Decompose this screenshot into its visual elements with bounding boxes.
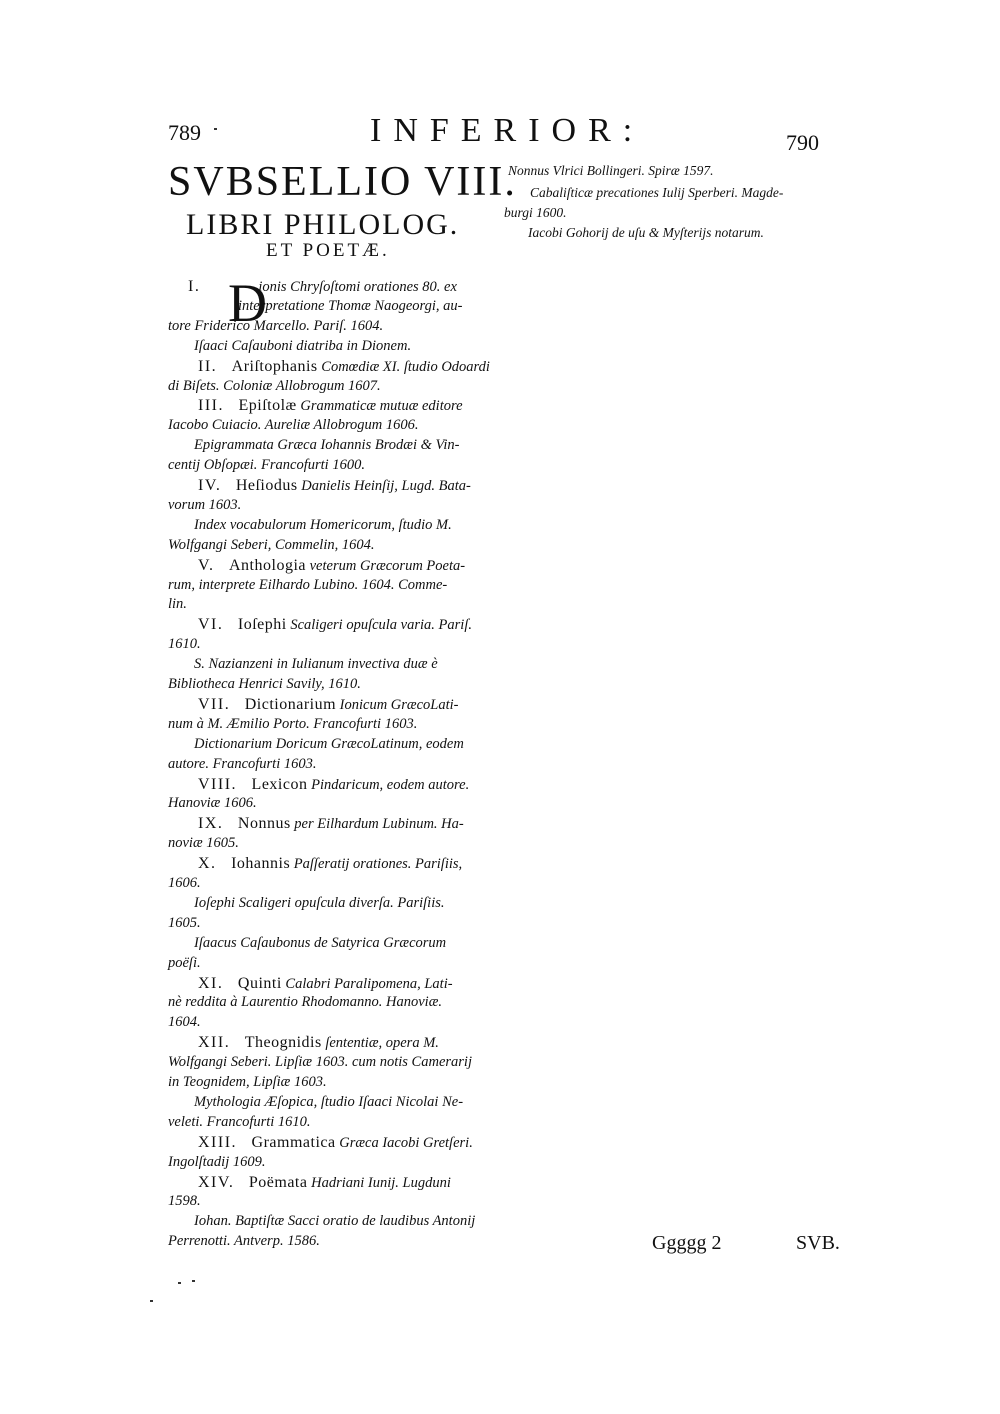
print-speck [150, 1300, 153, 1302]
entry-author: Epiſtolæ [238, 397, 297, 415]
entry-text: Iacobo Cuiacio. Aureliæ Allobrogum 1606. [168, 417, 419, 434]
entry-line [198, 397, 463, 415]
entry-numeral: XIII. [198, 1133, 238, 1151]
entry-text: autore. Francofurti 1603. [168, 755, 317, 772]
entry-author: Ariſtophanis [231, 357, 318, 375]
entry-text: Pindaricum, eodem autore. [311, 776, 470, 793]
print-speck [214, 128, 217, 130]
entry-text: veleti. Francofurti 1610. [168, 1113, 311, 1130]
entry-line [168, 378, 381, 395]
entry-line [194, 1213, 475, 1230]
entry-line [168, 915, 201, 932]
right-entry-line: burgi 1600. [504, 205, 567, 220]
entry-line [194, 1094, 463, 1111]
entry-line [198, 696, 458, 714]
entry-text: Græca Iacobi Gretſeri. [339, 1134, 473, 1151]
entry-numeral: V. [198, 556, 215, 574]
entry-line [168, 994, 442, 1011]
section-subsubtitle: ET POETÆ. [266, 240, 390, 261]
section-subtitle: LIBRI PHILOLOG. [186, 208, 460, 241]
entry-line [188, 278, 457, 296]
entry-author: Heſiodus [235, 477, 298, 494]
entry-line [168, 756, 316, 773]
entry-numeral: VII. [198, 695, 231, 713]
entry-line [168, 1114, 311, 1131]
entry-text: vorum 1603. [168, 496, 242, 513]
entry-text: Ionicum GræcoLati- [339, 696, 459, 713]
entry-line [168, 1193, 201, 1210]
entry-text: rum, interprete Eilhardo Lubino. 1604. Comme- [168, 576, 448, 593]
entry-text: di Biſets. Coloniæ Allobrogum 1607. [168, 377, 381, 394]
entry-text: Calabri Paralipomena, Lati- [285, 975, 453, 992]
entry-line [238, 298, 462, 315]
entry-text: Ingolſtadij 1609. [168, 1153, 266, 1170]
entry-line [168, 835, 239, 852]
right-entry-line: Cabaliſticæ precationes Iulij Sperberi. Magde- [530, 185, 784, 200]
entry-author: Poëmata [248, 1173, 308, 1191]
entry-line [168, 875, 201, 892]
right-column [504, 163, 824, 243]
entry-line [168, 457, 365, 474]
entry-line [198, 776, 469, 794]
entry-text: Hadriani Iunij. Lugduni [311, 1174, 451, 1191]
entry-text: poëſi. [168, 954, 201, 971]
entry-line [168, 1014, 201, 1031]
entry-text: Ioſephi Scaligeri opuſcula diverſa. Pariſiis. [194, 894, 445, 911]
entry-line [198, 557, 465, 575]
section-title: SVBSELLIO VIII. [168, 159, 517, 205]
entry-text: 1610. [168, 636, 201, 653]
entry-numeral: VIII. [198, 775, 238, 793]
entry-line [168, 497, 241, 514]
entry-author: Dictionarium [244, 695, 337, 713]
entry-author: Anthologia [229, 556, 306, 574]
entry-author: Nonnus [237, 815, 291, 833]
entry-numeral: XII. [198, 1034, 231, 1052]
entry-line [198, 477, 471, 495]
entry-line [194, 338, 411, 355]
signature-mark: SVB. [796, 1232, 840, 1254]
entry-text: ſententiæ, opera M. [325, 1035, 439, 1052]
entry-line [168, 417, 419, 434]
entry-text: lin. [168, 596, 187, 613]
entry-line [168, 1154, 265, 1171]
entry-line [194, 656, 438, 673]
entry-text: 1606. [168, 875, 201, 891]
entry-line [198, 855, 462, 873]
entry-text: Paſſeratij orationes. Pariſiis, [293, 856, 463, 873]
right-entry-line: Iacobi Gohorij de uſu & Myſterijs notarum. [528, 225, 764, 240]
entry-text: Dictionarium Doricum GræcoLatinum, eodem [194, 735, 464, 752]
entry-numeral: XI. [198, 974, 224, 992]
entry-text: Iſaaci Caſauboni diatriba in Dionem. [194, 337, 412, 354]
entry-line [168, 636, 201, 653]
entry-text: 1598. [168, 1193, 201, 1210]
entry-text: Index vocabulorum Homericorum, ſtudio M. [194, 516, 452, 533]
entry-numeral: IX. [198, 815, 224, 833]
entry-text: 1605. [168, 914, 201, 931]
entry-line [168, 795, 257, 812]
entry-text: S. Nazianzeni in Iulianum invectiva duæ è [194, 656, 438, 673]
entry-text: Scaligeri opuſcula varia. Pariſ. [290, 617, 472, 634]
entry-author: Lexicon [251, 775, 308, 793]
entry-text: ionis Chryſoſtomi orationes 80. ex [258, 279, 457, 295]
entry-line [168, 1233, 320, 1250]
entry-text: veterum Græcorum Poeta- [309, 557, 466, 574]
entry-text: tore Friderico Marcello. Pariſ. 1604. [168, 317, 384, 334]
entry-text: noviæ 1605. [168, 835, 239, 852]
entry-line [168, 716, 417, 733]
entry-text: Wolfgangi Seberi. Lipſiæ 1603. cum notis Camerarij [168, 1054, 472, 1071]
entry-text: centij Obſopæi. Francofurti 1600. [168, 457, 365, 474]
entry-author: Quinti [237, 974, 282, 992]
entry-text: in Teognidem, Lipſiæ 1603. [168, 1074, 327, 1090]
left-column [168, 273, 500, 1250]
entry-line [198, 975, 453, 993]
drop-cap: D [228, 273, 267, 333]
entry-numeral: III. [198, 397, 224, 415]
entry-line [198, 358, 490, 376]
entry-line [168, 1054, 472, 1071]
entry-line [198, 815, 464, 833]
entry-line [198, 1034, 439, 1052]
running-head: INFERIOR: [370, 112, 645, 149]
entry-numeral: XIV. [198, 1173, 235, 1191]
entry-text: Epigrammata Græca Iohannis Brodæi & Vin- [194, 437, 460, 454]
entry-numeral: X. [198, 855, 217, 873]
entry-numeral: VI. [198, 616, 224, 634]
entry-line [168, 955, 201, 972]
entry-text: Grammaticæ mutuæ editore [300, 398, 463, 415]
entry-text: Perrenotti. Antverp. 1586. [168, 1233, 320, 1250]
entry-line [194, 517, 452, 534]
entry-line [194, 736, 464, 753]
entry-text: Bibliotheca Henrici Savily, 1610. [168, 676, 361, 692]
entry-text: interpretatione Thomæ Naogeorgi, au- [238, 297, 463, 314]
entry-line [168, 1074, 327, 1091]
entry-line [198, 1174, 451, 1192]
entry-text: Mythologia Æſopica, ſtudio Iſaaci Nicolai Ne- [194, 1093, 464, 1110]
entry-line [168, 318, 383, 335]
entry-author: Iohannis [231, 855, 291, 873]
entry-author: Grammatica [251, 1133, 336, 1151]
entry-line [194, 437, 459, 454]
entry-text: num à M. Æmilio Porto. Francofurti 1603. [168, 715, 418, 732]
right-entry-line: Nonnus Vlrici Bollingeri. Spiræ 1597. [508, 163, 714, 178]
entry-numeral: IV. [198, 477, 222, 494]
entry-line [194, 895, 445, 912]
entry-line [194, 935, 446, 952]
page-number-right: 790 [786, 130, 819, 155]
entry-text: Iohan. Baptiſtæ Sacci oratio de laudibus Antonij [194, 1213, 476, 1230]
entry-line [168, 596, 187, 613]
entry-text: 1604. [168, 1014, 201, 1031]
entry-author: Ioſephi [237, 616, 287, 634]
entry-line [168, 676, 361, 693]
page-number-left: 789 [168, 120, 201, 145]
entry-line [198, 616, 472, 634]
entry-text: Hanoviæ 1606. [168, 795, 257, 812]
entry-text: per Eilhardum Lubinum. Ha- [294, 816, 464, 833]
catchword: Ggggg 2 [652, 1232, 722, 1254]
entry-text: Iſaacus Caſaubonus de Satyrica Græcorum [194, 934, 447, 951]
print-speck [178, 1282, 181, 1284]
entry-line [168, 537, 374, 554]
entry-numeral: II. [198, 357, 218, 375]
entry-line [198, 1134, 473, 1152]
print-speck [192, 1280, 195, 1282]
entry-text: Danielis Heinſij, Lugd. Bata- [301, 478, 471, 494]
entry-author: Theognidis [244, 1034, 322, 1052]
entry-line [168, 577, 447, 594]
entry-text: nè reddita à Laurentio Rhodomanno. Hanoviæ. [168, 994, 443, 1011]
entry-numeral: I. [188, 278, 201, 295]
entry-text: Wolfgangi Seberi, Commelin, 1604. [168, 536, 375, 553]
entry-text: Comœdiæ XI. ſtudio Odoardi [321, 358, 490, 375]
